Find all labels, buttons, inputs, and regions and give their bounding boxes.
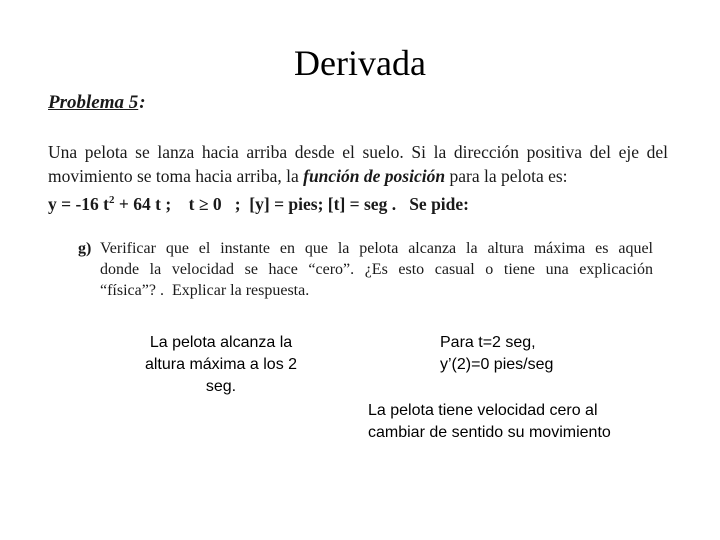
answer-conclusion-line-1: La pelota tiene velocidad cero al xyxy=(368,402,598,419)
answer-conclusion xyxy=(368,400,611,444)
slide-title: Derivada xyxy=(294,43,426,83)
question-line-2: donde la velocidad se hace “cero”. ¿Es esto casual o tiene una explicación xyxy=(100,261,653,278)
problem-line-2 xyxy=(48,164,668,188)
equation-exponent: 2 xyxy=(109,194,115,206)
problem-heading-text: Problema 5 xyxy=(48,92,139,113)
problem-heading xyxy=(48,92,146,114)
question-label: g) xyxy=(78,240,92,257)
position-equation xyxy=(48,188,668,216)
equation-rhs: + 64 t xyxy=(114,193,161,214)
problem-line-2-start: movimiento se toma hacia arriba, la xyxy=(48,166,299,186)
position-function-keyword: función de posición xyxy=(303,166,446,186)
answer-max-height: La pelota alcanza la altura máxima a los 2 seg. xyxy=(144,334,298,395)
problem-line-2-end: para la pelota es: xyxy=(449,166,568,186)
answer-derivative xyxy=(440,332,553,376)
problem-statement xyxy=(48,140,668,216)
answer-conclusion-line-2: cambiar de sentido su movimiento xyxy=(368,424,611,441)
equation-lhs: y = -16 t xyxy=(48,193,110,214)
problem-line-1: Una pelota se lanza hacia arriba desde el suelo. Si la dirección positiva del eje del xyxy=(48,142,668,162)
question-line-3: “física”? . Explicar la respuesta. xyxy=(100,282,310,299)
question-g xyxy=(78,238,653,301)
answer-derivative-line-2: y’(2)=0 pies/seg xyxy=(440,356,554,373)
equation-conditions: ; t ≥ 0 ; [y] = pies; [t] = seg . Se pide: xyxy=(160,193,469,214)
answer-derivative-line-1: Para t=2 seg, xyxy=(440,334,536,351)
problem-heading-colon: : xyxy=(139,92,146,113)
question-line-1: Verificar que el instante en que la pelota alcanza la altura máxima es aquel xyxy=(100,240,653,257)
